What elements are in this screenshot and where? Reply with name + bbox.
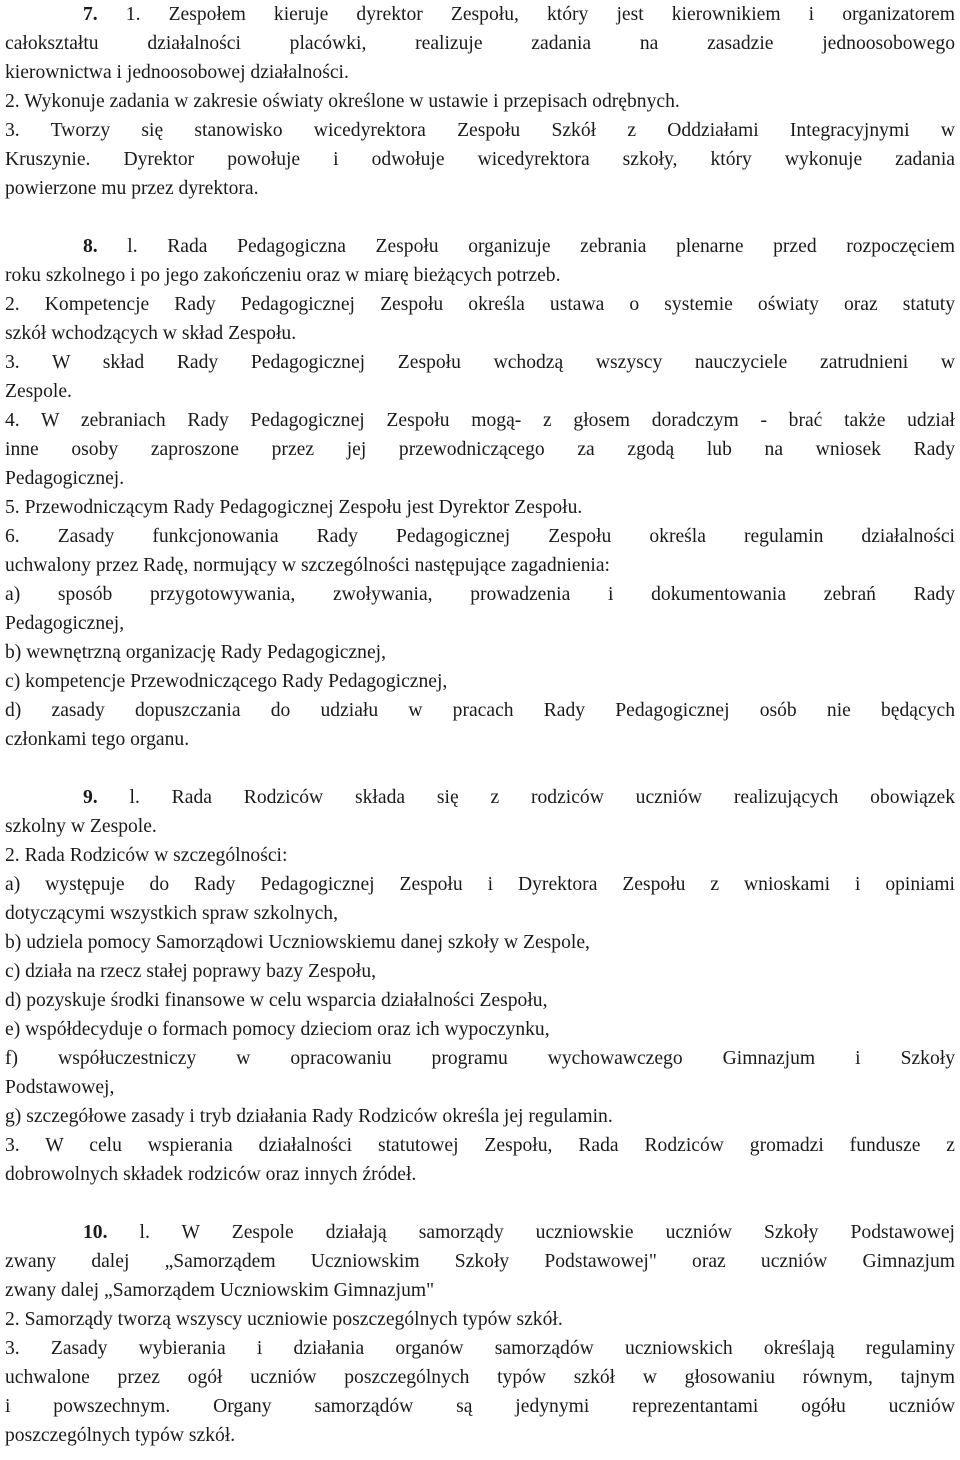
paragraph-line: 10. l. W Zespole działają samorządy uczniowskie uczniów Szkoły Podstawowej [83,1222,955,1243]
paragraph-line: c) działa na rzecz stałej poprawy bazy Zespołu, [5,961,377,982]
paragraph-line: poszczególnych typów szkół. [5,1425,236,1446]
paragraph-line: Zespole. [5,381,72,402]
section-number: 10. [83,1222,108,1243]
paragraph-line: zwany dalej „Samorządem Uczniowskim Gimnazjum" [5,1280,435,1301]
paragraph-line: 7. 1. Zespołem kieruje dyrektor Zespołu, który jest kierownikiem i organizatorem [83,4,955,25]
paragraph-line: uchwalone przez ogół uczniów poszczególnych typów szkół w głosowaniu równym, tajnym [5,1367,955,1388]
paragraph-line: roku szkolnego i po jego zakończeniu oraz w miarę bieżących potrzeb. [5,265,561,286]
paragraph-line: a) występuje do Rady Pedagogicznej Zespołu i Dyrektora Zespołu z wnioskami i opiniami [5,874,955,895]
section-number: 8. [83,236,98,257]
paragraph-line: powierzone mu przez dyrektora. [5,178,259,199]
paragraph-line: dobrowolnych składek rodziców oraz innych źródeł. [5,1164,417,1185]
paragraph-line: 4. W zebraniach Rady Pedagogicznej Zespołu mogą- z głosem doradczym - brać także udział [5,410,955,431]
paragraph-line: dotyczącymi wszystkich spraw szkolnych, [5,903,339,924]
paragraph-line: całokształtu działalności placówki, realizuje zadania na zasadzie jednoosobowego [5,33,955,54]
paragraph-line: g) szczegółowe zasady i tryb działania Rady Rodziców określa jej regulamin. [5,1106,613,1127]
paragraph-line: kierownictwa i jednoosobowej działalności. [5,62,349,83]
paragraph-line: Pedagogicznej, [5,613,125,634]
paragraph-line: 3. Tworzy się stanowisko wicedyrektora Zespołu Szkół z Oddziałami Integracyjnymi w [5,120,955,141]
paragraph-line: 9. l. Rada Rodziców składa się z rodziców uczniów realizujących obowiązek [83,787,955,808]
paragraph-line: b) wewnętrzną organizację Rady Pedagogicznej, [5,642,387,663]
paragraph-line: 2. Samorządy tworzą wszyscy uczniowie poszczególnych typów szkół. [5,1309,563,1330]
paragraph-line: uchwalony przez Radę, normujący w szczególności następujące zagadnienia: [5,555,610,576]
paragraph-line: Pedagogicznej. [5,468,125,489]
paragraph-line: f) współuczestniczy w opracowaniu programu wychowawczego Gimnazjum i Szkoły [5,1048,955,1069]
paragraph-line: zwany dalej „Samorządem Uczniowskim Szkoły Podstawowej" oraz uczniów Gimnazjum [5,1251,955,1272]
paragraph-line: 3. Zasady wybierania i działania organów samorządów uczniowskich określają regulaminy [5,1338,955,1359]
paragraph-line: 8. l. Rada Pedagogiczna Zespołu organizuje zebrania plenarne przed rozpoczęciem [83,236,955,257]
paragraph-line: b) udziela pomocy Samorządowi Uczniowskiemu danej szkoły w Zespole, [5,932,590,953]
paragraph-line: 5. Przewodniczącym Rady Pedagogicznej Zespołu jest Dyrektor Zespołu. [5,497,583,518]
section-spacer [5,1189,955,1218]
paragraph-line: e) współdecyduje o formach pomocy dzieciom oraz ich wypoczynku, [5,1019,550,1040]
paragraph-line: inne osoby zaproszone przez jej przewodniczącego za zgodą lub na wniosek Rady [5,439,955,460]
paragraph-line: c) kompetencje Przewodniczącego Rady Pedagogicznej, [5,671,448,692]
paragraph-line: 2. Kompetencje Rady Pedagogicznej Zespołu określa ustawa o systemie oświaty oraz statuty [5,294,955,315]
paragraph-line: 3. W skład Rady Pedagogicznej Zespołu wchodzą wszyscy nauczyciele zatrudnieni w [5,352,955,373]
paragraph-line: szkół wchodzących w skład Zespołu. [5,323,297,344]
paragraph-line: 2. Rada Rodziców w szczególności: [5,845,288,866]
paragraph-line: 6. Zasady funkcjonowania Rady Pedagogicznej Zespołu określa regulamin działalności [5,526,955,547]
section-number: 7. [83,4,98,25]
section-spacer [5,754,955,783]
paragraph-line: d) pozyskuje środki finansowe w celu wsparcia działalności Zespołu, [5,990,548,1011]
section-number: 9. [83,787,98,808]
paragraph-line: Podstawowej, [5,1077,115,1098]
paragraph-line: 3. W celu wspierania działalności statutowej Zespołu, Rada Rodziców gromadzi fundusze z [5,1135,955,1156]
section-spacer [5,203,955,232]
paragraph-line: i powszechnym. Organy samorządów są jedynymi reprezentantami ogółu uczniów [5,1396,955,1417]
paragraph-line: członkami tego organu. [5,729,190,750]
paragraph-line: szkolny w Zespole. [5,816,157,837]
paragraph-line: a) sposób przygotowywania, zwoływania, prowadzenia i dokumentowania zebrań Rady [5,584,955,605]
paragraph-line: Kruszynie. Dyrektor powołuje i odwołuje wicedyrektora szkoły, który wykonuje zadania [5,149,955,170]
document-page [5,0,955,1450]
paragraph-line: 2. Wykonuje zadania w zakresie oświaty określone w ustawie i przepisach odrębnych. [5,91,680,112]
paragraph-line: d) zasady dopuszczania do udziału w pracach Rady Pedagogicznej osób nie będących [5,700,955,721]
